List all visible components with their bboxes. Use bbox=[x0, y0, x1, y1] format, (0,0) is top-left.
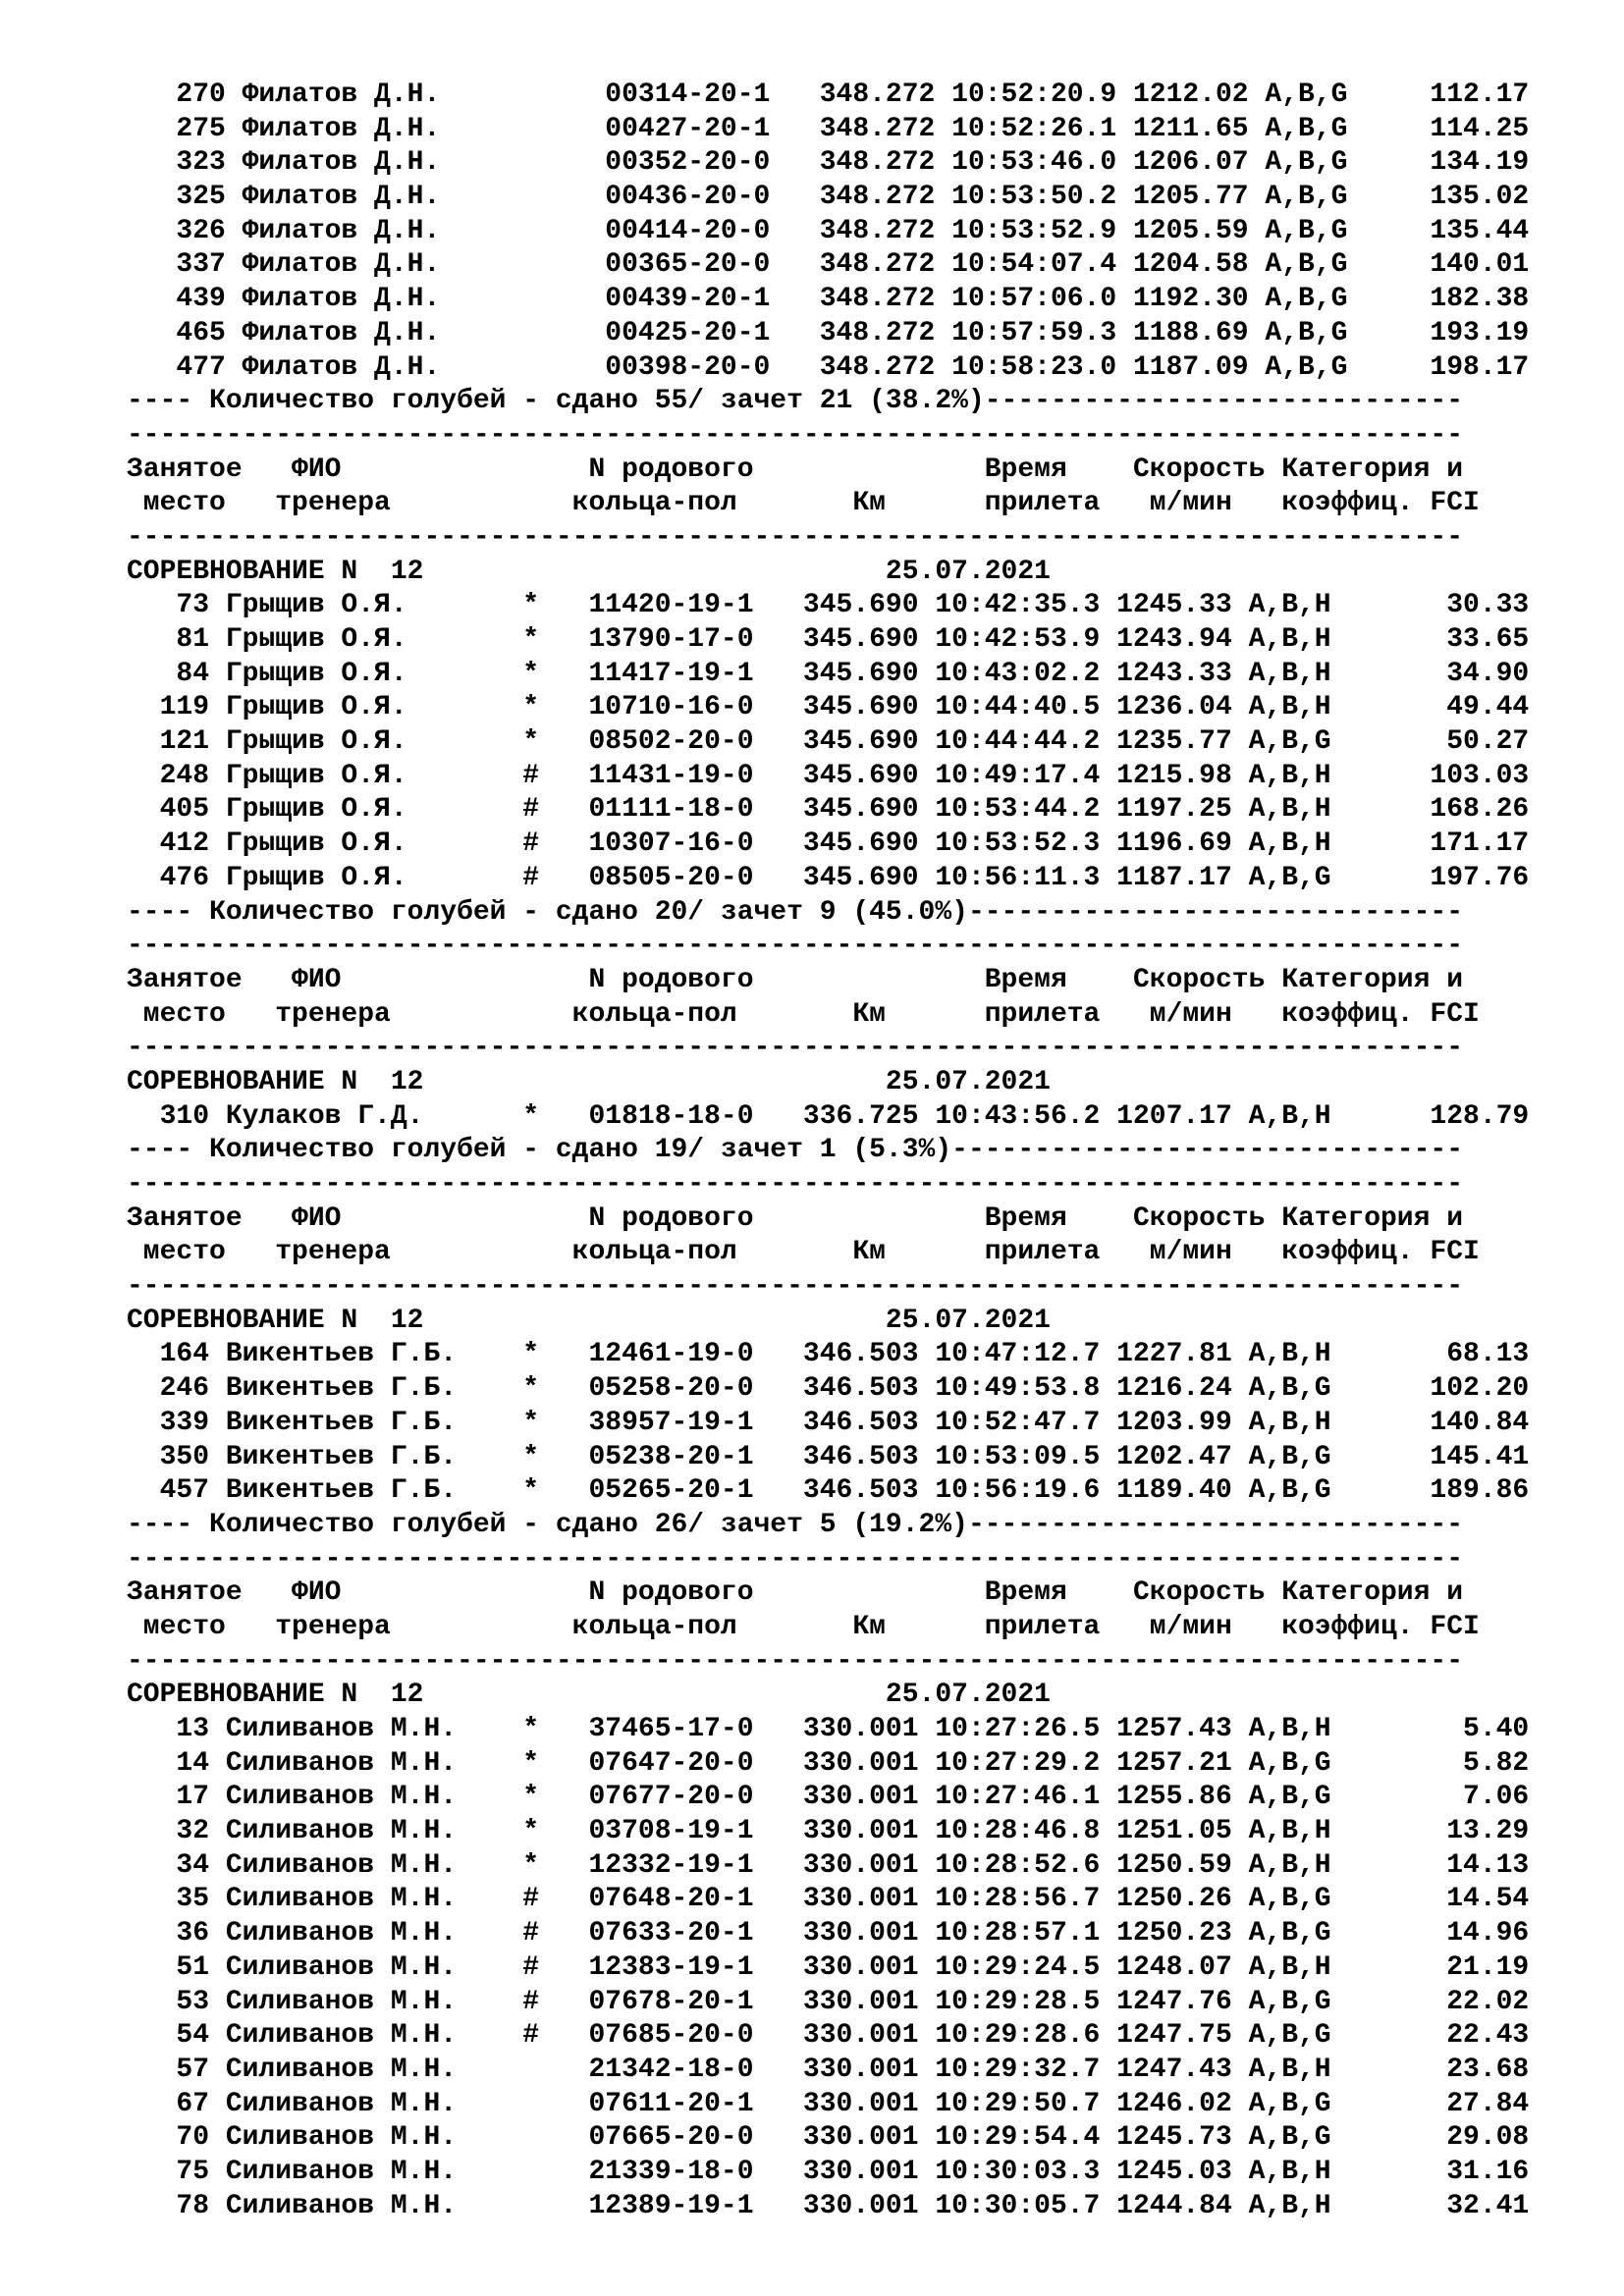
report-line: 78 Силиванов М.Н. 12389-19-1 330.001 10:30:05.7 1244.84 A,B,H 32.41 bbox=[127, 2190, 1530, 2221]
report-line: 323 Филатов Д.Н. 00352-20-0 348.272 10:53:46.0 1206.07 A,B,G 134.19 bbox=[127, 147, 1530, 179]
report-line: СОРЕВНОВАНИЕ N 12 25.07.2021 bbox=[127, 1305, 1051, 1336]
report-line: 73 Грыщив О.Я. * 11420-19-1 345.690 10:42:35.3 1245.33 A,B,H 30.33 bbox=[127, 590, 1530, 621]
report-line: 270 Филатов Д.Н. 00314-20-1 348.272 10:52:20.9 1212.02 A,B,G 112.17 bbox=[127, 80, 1530, 110]
report-line: 337 Филатов Д.Н. 00365-20-0 348.272 10:54:07.4 1204.58 A,B,G 140.01 bbox=[127, 249, 1530, 281]
report-line: 81 Грыщив О.Я. * 13790-17-0 345.690 10:42:53.9 1243.94 A,B,H 33.65 bbox=[127, 624, 1530, 655]
report-line: 164 Викентьев Г.Б. * 12461-19-0 346.503 10:47:12.7 1227.81 A,B,H 68.13 bbox=[127, 1339, 1530, 1370]
separator-line: --------------------------------------------------------------------------------- bbox=[127, 419, 1464, 451]
separator-line: --------------------------------------------------------------------------------- bbox=[127, 521, 1464, 553]
report-line: место тренера кольца-пол Км прилета м/мин коэффиц. FCI bbox=[127, 998, 1480, 1030]
separator-line: --------------------------------------------------------------------------------- bbox=[127, 1271, 1464, 1303]
report-line: 32 Силиванов М.Н. * 03708-19-1 330.001 10:28:46.8 1251.05 A,B,H 13.29 bbox=[127, 1816, 1530, 1847]
report-line: 53 Силиванов М.Н. # 07678-20-1 330.001 10:29:28.5 1247.76 A,B,G 22.02 bbox=[127, 1986, 1530, 2017]
report-line: Занятое ФИО N родового Время Скорость Категория и bbox=[127, 964, 1464, 995]
separator-line: ---- Количество голубей - сдано 26/ зачет 5 (19.2%)------------------------------ bbox=[127, 1509, 1464, 1540]
separator-line: --------------------------------------------------------------------------------- bbox=[127, 931, 1464, 962]
report-line: 54 Силиванов М.Н. # 07685-20-0 330.001 10:29:28.6 1247.75 A,B,G 22.43 bbox=[127, 2020, 1530, 2052]
report-line: 57 Силиванов М.Н. 21342-18-0 330.001 10:29:32.7 1247.43 A,B,H 23.68 bbox=[127, 2054, 1530, 2085]
report-line: 75 Силиванов М.Н. 21339-18-0 330.001 10:30:03.3 1245.03 A,B,H 31.16 bbox=[127, 2156, 1530, 2187]
report-line: 439 Филатов Д.Н. 00439-20-1 348.272 10:57:06.0 1192.30 A,B,G 182.38 bbox=[127, 284, 1530, 315]
report-line: 248 Грыщив О.Я. # 11431-19-0 345.690 10:49:17.4 1215.98 A,B,H 103.03 bbox=[127, 760, 1530, 791]
report-line: Занятое ФИО N родового Время Скорость Категория и bbox=[127, 454, 1464, 485]
report-line: 35 Силиванов М.Н. # 07648-20-1 330.001 10:28:56.7 1250.26 A,B,G 14.54 bbox=[127, 1884, 1530, 1915]
report-line: место тренера кольца-пол Км прилета м/мин коэффиц. FCI bbox=[127, 488, 1480, 519]
report-line: Занятое ФИО N родового Время Скорость Категория и bbox=[127, 1202, 1464, 1234]
separator-line: ---- Количество голубей - сдано 20/ зачет 9 (45.0%)------------------------------ bbox=[127, 896, 1464, 928]
report-line: 70 Силиванов М.Н. 07665-20-0 330.001 10:29:54.4 1245.73 A,B,G 29.08 bbox=[127, 2122, 1530, 2154]
report-line: 17 Силиванов М.Н. * 07677-20-0 330.001 10:27:46.1 1255.86 A,B,G 7.06 bbox=[127, 1782, 1530, 1813]
separator-line: ---- Количество голубей - сдано 19/ зачет 1 (5.3%)------------------------------- bbox=[127, 1135, 1464, 1166]
report-line: 350 Викентьев Г.Б. * 05238-20-1 346.503 10:53:09.5 1202.47 A,B,G 145.41 bbox=[127, 1441, 1530, 1472]
report-line: 339 Викентьев Г.Б. * 38957-19-1 346.503 10:52:47.7 1203.99 A,B,H 140.84 bbox=[127, 1407, 1530, 1438]
report-line: 14 Силиванов М.Н. * 07647-20-0 330.001 10:27:29.2 1257.21 A,B,G 5.82 bbox=[127, 1747, 1530, 1779]
report-line: СОРЕВНОВАНИЕ N 12 25.07.2021 bbox=[127, 1066, 1051, 1097]
report-line: 275 Филатов Д.Н. 00427-20-1 348.272 10:52:26.1 1211.65 A,B,G 114.25 bbox=[127, 113, 1530, 144]
report-line: 36 Силиванов М.Н. # 07633-20-1 330.001 10:28:57.1 1250.23 A,B,G 14.96 bbox=[127, 1918, 1530, 1949]
report-line: место тренера кольца-пол Км прилета м/мин коэффиц. FCI bbox=[127, 1611, 1480, 1642]
report-line: 412 Грыщив О.Я. # 10307-16-0 345.690 10:53:52.3 1196.69 A,B,H 171.17 bbox=[127, 828, 1530, 860]
separator-line: --------------------------------------------------------------------------------- bbox=[127, 1169, 1464, 1200]
report-line: СОРЕВНОВАНИЕ N 12 25.07.2021 bbox=[127, 556, 1051, 587]
report-line: 310 Кулаков Г.Д. * 01818-18-0 336.725 10:43:56.2 1207.17 A,B,H 128.79 bbox=[127, 1100, 1530, 1132]
report-line: 34 Силиванов М.Н. * 12332-19-1 330.001 10:28:52.6 1250.59 A,B,H 14.13 bbox=[127, 1849, 1530, 1881]
report-line: 405 Грыщив О.Я. # 01111-18-0 345.690 10:53:44.2 1197.25 A,B,H 168.26 bbox=[127, 794, 1530, 826]
report-line: 465 Филатов Д.Н. 00425-20-1 348.272 10:57:59.3 1188.69 A,B,G 193.19 bbox=[127, 317, 1530, 348]
report-line: 121 Грыщив О.Я. * 08502-20-0 345.690 10:44:44.2 1235.77 A,B,G 50.27 bbox=[127, 726, 1530, 758]
report-line: 326 Филатов Д.Н. 00414-20-0 348.272 10:53:52.9 1205.59 A,B,G 135.44 bbox=[127, 215, 1530, 246]
report-line: 476 Грыщив О.Я. # 08505-20-0 345.690 10:56:11.3 1187.17 A,B,G 197.76 bbox=[127, 862, 1530, 893]
report-line: 119 Грыщив О.Я. * 10710-16-0 345.690 10:44:40.5 1236.04 A,B,H 49.44 bbox=[127, 692, 1530, 723]
report-line: 246 Викентьев Г.Б. * 05258-20-0 346.503 10:49:53.8 1216.24 A,B,G 102.20 bbox=[127, 1373, 1530, 1405]
report-line: 13 Силиванов М.Н. * 37465-17-0 330.001 10:27:26.5 1257.43 A,B,H 5.40 bbox=[127, 1714, 1530, 1744]
results-printout bbox=[127, 79, 1529, 2223]
report-line: 67 Силиванов М.Н. 07611-20-1 330.001 10:29:50.7 1246.02 A,B,G 27.84 bbox=[127, 2088, 1530, 2119]
report-line: 325 Филатов Д.Н. 00436-20-0 348.272 10:53:50.2 1205.77 A,B,G 135.02 bbox=[127, 182, 1530, 213]
report-line: Занятое ФИО N родового Время Скорость Категория и bbox=[127, 1577, 1464, 1609]
report-line: 84 Грыщив О.Я. * 11417-19-1 345.690 10:43:02.2 1243.33 A,B,H 34.90 bbox=[127, 658, 1530, 689]
separator-line: --------------------------------------------------------------------------------- bbox=[127, 1033, 1464, 1064]
report-line: 51 Силиванов М.Н. # 12383-19-1 330.001 10:29:24.5 1248.07 A,B,H 21.19 bbox=[127, 1951, 1530, 1983]
report-line: 477 Филатов Д.Н. 00398-20-0 348.272 10:58:23.0 1187.09 A,B,G 198.17 bbox=[127, 351, 1530, 383]
separator-line: ---- Количество голубей - сдано 55/ зачет 21 (38.2%)----------------------------- bbox=[127, 386, 1464, 417]
report-line: 457 Викентьев Г.Б. * 05265-20-1 346.503 10:56:19.6 1189.40 A,B,G 189.86 bbox=[127, 1475, 1530, 1507]
separator-line: --------------------------------------------------------------------------------- bbox=[127, 1543, 1464, 1575]
report-line: СОРЕВНОВАНИЕ N 12 25.07.2021 bbox=[127, 1680, 1051, 1711]
separator-line: --------------------------------------------------------------------------------- bbox=[127, 1645, 1464, 1677]
report-line: место тренера кольца-пол Км прилета м/мин коэффиц. FCI bbox=[127, 1237, 1480, 1268]
